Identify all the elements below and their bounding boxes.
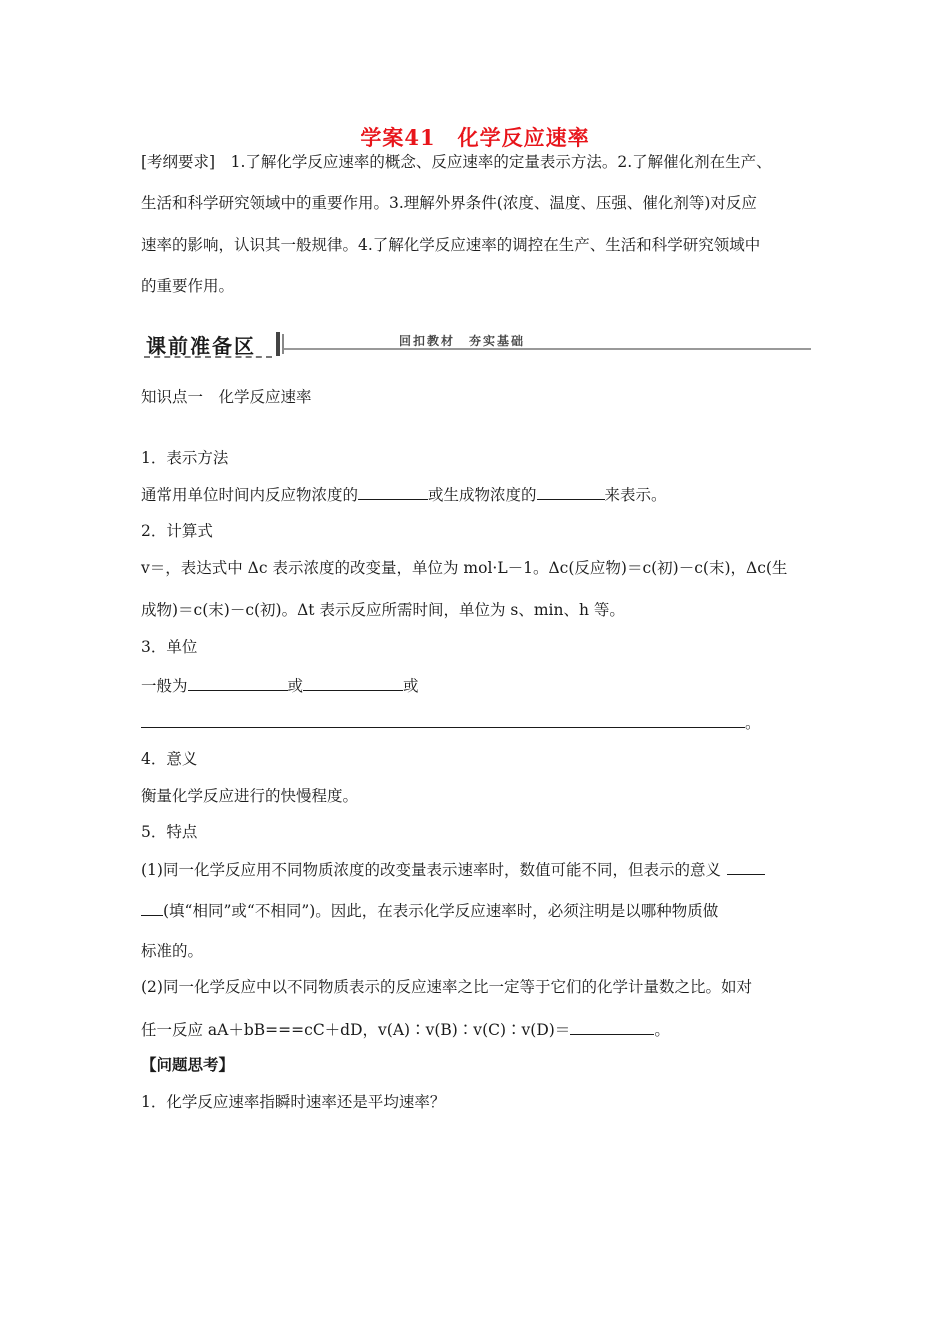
requirements-line-3: 速率的影响，认识其一般规律。4.了解化学反应速率的调控在生产、生活和科学研究领域中 [141,236,761,254]
fill-blank-3[interactable] [188,675,288,691]
banner-bar-thin [282,334,284,354]
section-4-title: 4．意义 [141,750,198,768]
section-2-line-1: v＝，表达式中 Δc 表示浓度的改变量，单位为 mol·L－1。Δc(反应物)＝c(初)－c(末)，Δc(生 [141,559,788,577]
s1-text-a: 通常用单位时间内反应物浓度的 [141,486,359,504]
s5-p1-text: (1)同一化学反应用不同物质浓度的改变量表示速率时，数值可能不同，但表示的意义 [141,861,721,879]
section-3-title: 3．单位 [141,638,198,656]
knowledge-heading: 知识点一 化学反应速率 [141,388,312,406]
section-5-p2-line-1: (2)同一化学反应中以不同物质表示的反应速率之比一定等于它们的化学计量数之比。如对 [141,978,752,996]
s3-end: 。 [745,714,761,732]
section-banner [141,326,811,362]
s5-p1-text-2: (填“相同”或“不相同”)。因此，在表示化学反应速率时，必须注明是以哪种物质做 [163,902,719,920]
section-3-line-2 [141,712,761,733]
banner-dash-divider [144,356,272,358]
section-1-title: 1．表示方法 [141,449,229,467]
question-1: 1．化学反应速率指瞬时速率还是平均速率？ [141,1093,446,1111]
fill-blank-6a[interactable] [727,859,765,875]
requirements-line-4: 的重要作用。 [141,277,235,295]
banner-subtitle: 回扣教材 夯实基础 [399,334,526,348]
fill-blank-1[interactable] [358,484,428,500]
section-5-title: 5．特点 [141,823,198,841]
fill-blank-2[interactable] [537,484,605,500]
fill-blank-7[interactable] [570,1019,654,1035]
s3-text-c: 或 [403,677,419,695]
fill-blank-4[interactable] [303,675,403,691]
section-5-p2-line-2 [141,1019,670,1040]
section-3-text [141,675,419,696]
fill-blank-6b[interactable] [141,900,163,916]
section-2-title: 2．计算式 [141,522,213,540]
banner-title: 课前准备区 [146,334,256,358]
s3-text-a: 一般为 [141,677,188,695]
s5-p2-end: 。 [654,1021,670,1039]
section-4-text: 衡量化学反应进行的快慢程度。 [141,787,359,805]
section-1-text [141,484,667,505]
requirements-line-2: 生活和科学研究领域中的重要作用。3.理解外界条件(浓度、温度、压强、催化剂等)对反应 [141,194,757,212]
banner-rule [284,348,811,350]
page-title: 学案41 化学反应速率 [360,125,590,150]
s3-text-b: 或 [287,677,304,695]
section-5-p1-line-1 [141,859,765,880]
questions-heading: 【问题思考】 [141,1055,235,1074]
s5-p2-text: 任一反应 aA＋bB===cC＋dD，v(A)∶v(B)∶v(C)∶v(D)＝ [141,1021,571,1039]
fill-blank-5[interactable] [141,712,745,728]
section-2-line-2: 成物)＝c(末)－c(初)。Δt 表示反应所需时间，单位为 s、min、h 等。 [141,601,625,619]
section-5-p1-line-2 [141,900,718,921]
section-5-p1-line-3: 标准的。 [141,942,204,960]
requirements-line-1: [考纲要求] 1.了解化学反应速率的概念、反应速率的定量表示方法。2.了解催化剂在生产、 [141,153,772,171]
s1-text-c: 来表示。 [604,486,667,504]
s1-text-b: 或生成物浓度的 [428,486,537,504]
banner-bar [276,332,280,356]
